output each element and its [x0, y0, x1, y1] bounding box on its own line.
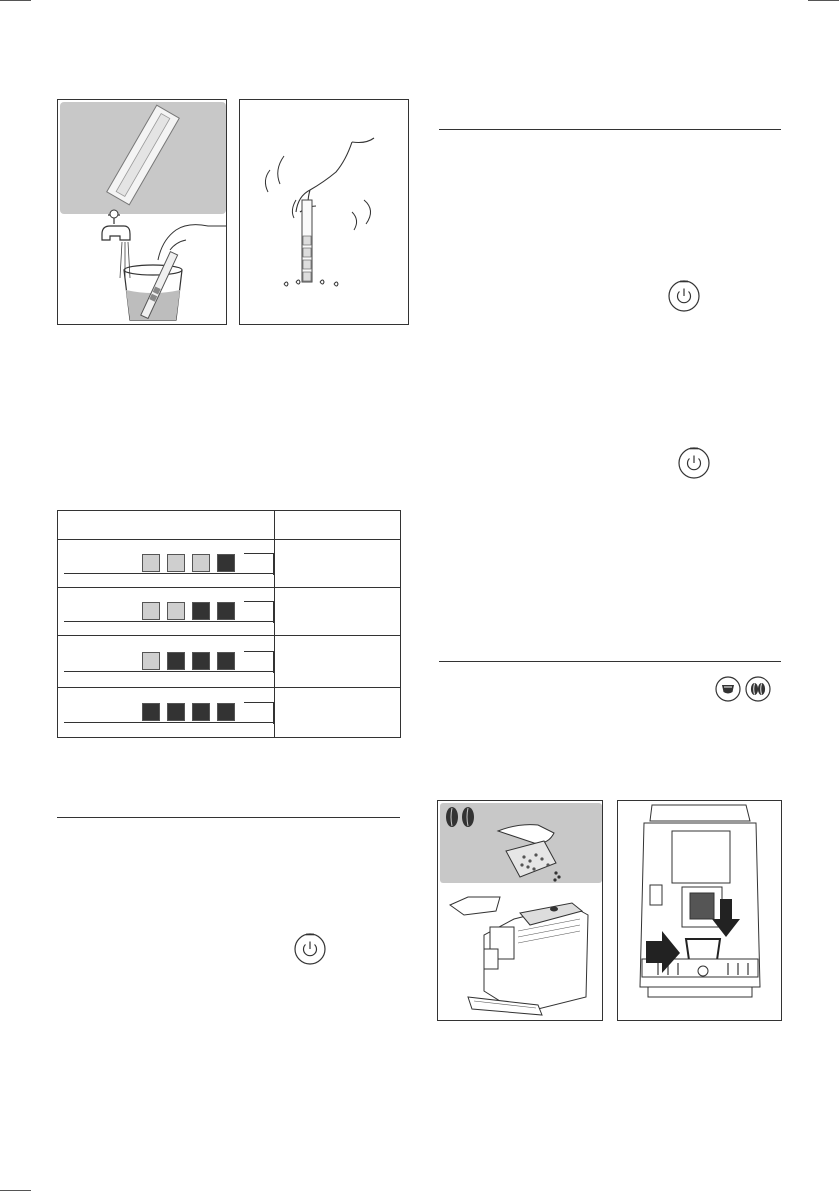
- strip-end: [273, 553, 274, 575]
- bean-container-fill-illustration: [438, 801, 603, 1021]
- water-hardness-table: [57, 510, 401, 738]
- strip-edge: [244, 601, 274, 602]
- strip-end: [273, 702, 274, 724]
- power-button-icon: [677, 446, 711, 485]
- crop-mark-top-left: [0, 0, 31, 1]
- hardness-value: [275, 588, 401, 636]
- hardness-value: [275, 636, 401, 688]
- strip-square-light: [192, 554, 210, 572]
- strip-square-dark: [217, 554, 235, 572]
- strip-square-dark: [217, 602, 235, 620]
- illustration-place-cup: [617, 800, 782, 1021]
- illustration-fill-coffee-beans: [437, 800, 603, 1021]
- strip-square-dark: [217, 652, 235, 670]
- table-row: [58, 688, 401, 738]
- strip-end: [273, 601, 274, 623]
- test-strip-result: [64, 702, 274, 724]
- section-divider-right-middle: [439, 661, 781, 662]
- strip-square-dark: [142, 703, 160, 721]
- strip-edge: [244, 651, 274, 652]
- table-row: [58, 588, 401, 636]
- illustration-shake-test-strip: [239, 99, 409, 325]
- power-button-icon: [667, 279, 701, 318]
- table-row: [58, 636, 401, 688]
- test-strip-result: [64, 601, 274, 623]
- table-row: [58, 540, 401, 588]
- strip-baseline: [64, 573, 274, 574]
- table-header-strip: [58, 511, 275, 540]
- cup-under-spout-illustration: [618, 801, 782, 1021]
- strip-edge: [244, 702, 274, 703]
- crop-mark-top-right: [808, 0, 839, 1]
- strip-square-light: [142, 554, 160, 572]
- table-header-row: [58, 511, 401, 540]
- strip-square-dark: [167, 703, 185, 721]
- test-strip-result: [64, 651, 274, 673]
- strip-baseline: [64, 671, 274, 672]
- strip-baseline: [64, 722, 274, 723]
- section-divider-right-top: [439, 129, 781, 130]
- strip-square-dark: [217, 703, 235, 721]
- strip-square-light: [142, 602, 160, 620]
- hand-shaking-strip-illustration: [240, 100, 409, 325]
- strip-square-light: [167, 602, 185, 620]
- test-strip-in-water-illustration: [58, 100, 227, 325]
- strip-square-dark: [192, 602, 210, 620]
- strip-baseline: [64, 621, 274, 622]
- strip-square-light: [142, 652, 160, 670]
- strip-square-dark: [167, 652, 185, 670]
- table-header-level: [275, 511, 401, 540]
- strip-end: [273, 651, 274, 673]
- strip-edge: [244, 553, 274, 554]
- espresso-cup-icon: [714, 675, 742, 708]
- strip-square-light: [167, 554, 185, 572]
- test-strip-result: [64, 553, 274, 575]
- strip-square-dark: [192, 703, 210, 721]
- illustration-water-tap-test-strip: [57, 99, 227, 325]
- hardness-value: [275, 688, 401, 738]
- strip-square-dark: [192, 652, 210, 670]
- coffee-beans-icon: [744, 675, 772, 708]
- section-divider-left: [57, 817, 400, 818]
- power-button-icon: [293, 932, 327, 971]
- hardness-value: [275, 540, 401, 588]
